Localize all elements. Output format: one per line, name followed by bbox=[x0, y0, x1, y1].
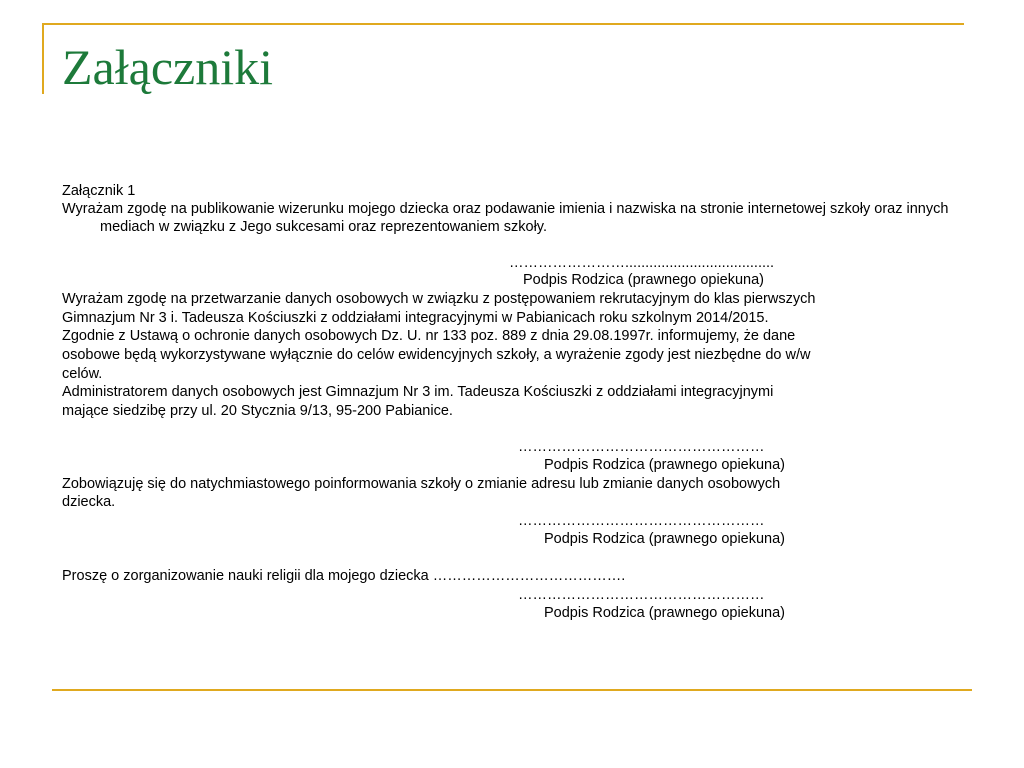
administrator-line-1: Administratorem danych osobowych jest Gimnazjum Nr 3 im. Tadeusza Kościuszki z oddziałami integracyjnymi bbox=[62, 384, 774, 400]
signature-dots-1: ……………………..................................... bbox=[509, 255, 775, 271]
data-consent-line-2: Gimnazjum Nr 3 i. Tadeusza Kościuszki z oddziałami integracyjnymi w Pabianicach roku szkolnym 2014/2015. bbox=[62, 310, 769, 326]
signature-label-4: Podpis Rodzica (prawnego opiekuna) bbox=[544, 605, 786, 621]
signature-dots-3: …………………………………………… bbox=[518, 513, 765, 529]
slide-title: Załączniki bbox=[62, 39, 273, 95]
frame-bottom-line bbox=[52, 689, 972, 691]
signature-label-2: Podpis Rodzica (prawnego opiekuna) bbox=[544, 457, 786, 473]
data-protection-line-3: celów. bbox=[62, 366, 103, 382]
frame-top-line bbox=[42, 23, 964, 25]
data-protection-line-2: osobowe będą wykorzystywane wyłącznie do celów ewidencyjnych szkoły, a wyrażenie zgody jest niezbędne do w/w bbox=[62, 347, 811, 363]
signature-dots-4: …………………………………………… bbox=[518, 587, 765, 603]
address-change-line-1: Zobowiązuję się do natychmiastowego poinformowania szkoły o zmianie adresu lub zmianie danych osobowych bbox=[62, 476, 781, 492]
data-consent-line-1: Wyrażam zgodę na przetwarzanie danych osobowych w związku z postępowaniem rekrutacyjnym do klas pierwszych bbox=[62, 291, 816, 307]
signature-label-3: Podpis Rodzica (prawnego opiekuna) bbox=[544, 531, 786, 547]
frame-left-line bbox=[42, 23, 44, 94]
signature-dots-2: …………………………………………… bbox=[518, 439, 765, 455]
address-change-line-2: dziecka. bbox=[62, 494, 116, 510]
attachment-heading: Załącznik 1 bbox=[62, 183, 136, 199]
religion-request-text: Proszę o zorganizowanie nauki religii dla mojego dziecka …………………………………. bbox=[62, 568, 626, 584]
signature-label-1: Podpis Rodzica (prawnego opiekuna) bbox=[523, 272, 765, 288]
data-protection-line-1: Zgodnie z Ustawą o ochronie danych osobowych Dz. U. nr 133 poz. 889 z dnia 29.08.1997r. informujemy, że dane bbox=[62, 328, 796, 344]
administrator-line-2: mające siedzibę przy ul. 20 Stycznia 9/13, 95-200 Pabianice. bbox=[62, 403, 453, 419]
image-consent-text: Wyrażam zgodę na publikowanie wizerunku mojego dziecka oraz podawanie imienia i nazwiska na stronie internetowej szkoły oraz innych mediach w związku z Jego sukcesami oraz reprezentowaniem szkoły. bbox=[62, 201, 949, 235]
